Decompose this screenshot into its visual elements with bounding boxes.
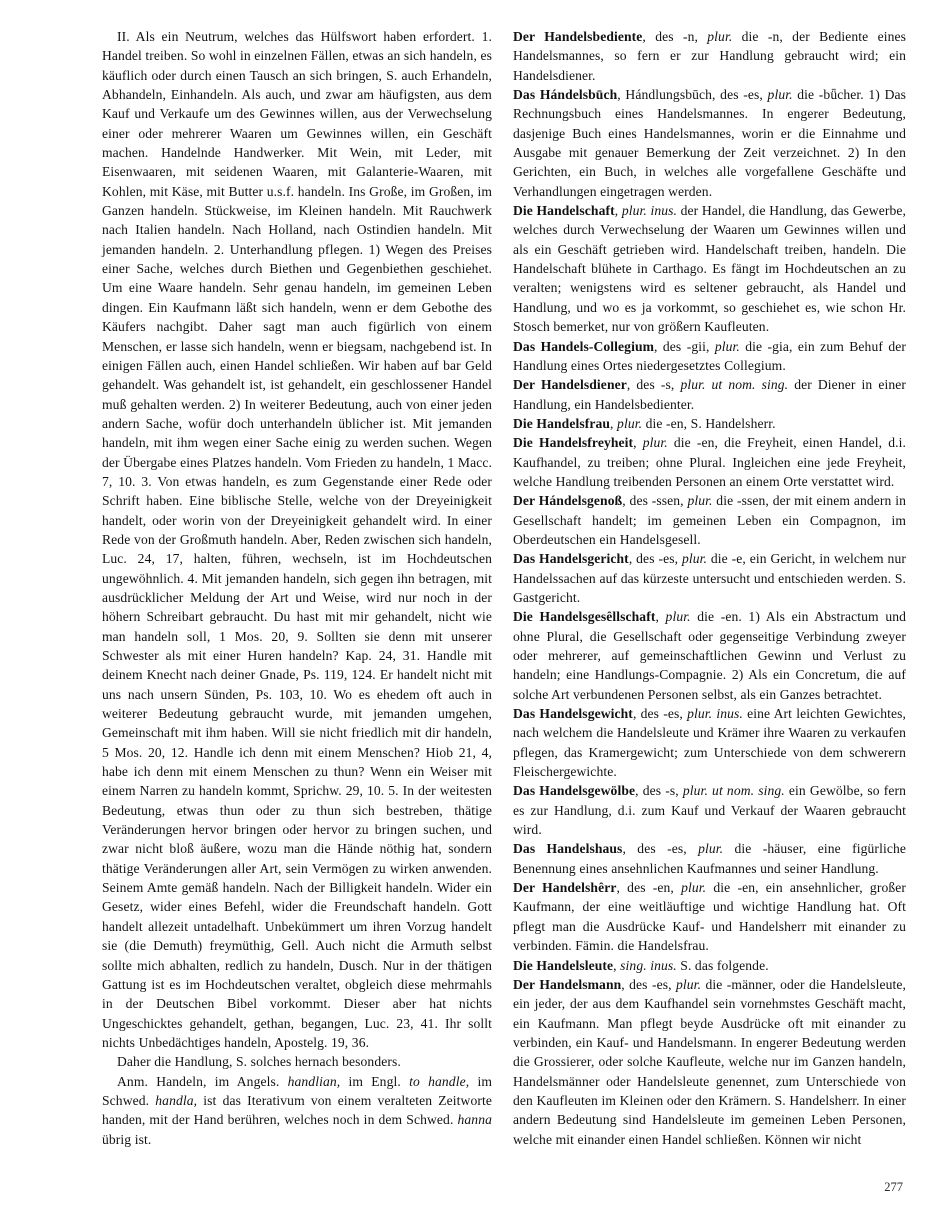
- dictionary-entry: [513, 975, 906, 1149]
- paragraph: [102, 1052, 492, 1071]
- text-run: , des -n,: [642, 29, 708, 44]
- text-run: ist das Iterativum von einem veralteten Zeitworte handen, mit der Hand berühren, welches noch in dem Schwed.: [102, 1092, 493, 1128]
- text-run: plur.: [767, 87, 793, 103]
- text-run: , des -es,: [622, 841, 699, 857]
- headword: Die Handelsfrau: [513, 415, 611, 431]
- headword: Die Handelsleute: [513, 957, 614, 973]
- text-run: plur. ut nom. sing.: [682, 783, 785, 799]
- text-run: im Schwed.: [102, 1073, 492, 1108]
- text-run: die -en, ein ansehnlicher, großer Kaufmann, der eine weitläuftige und wichtige Handlung hat. Oft pflegt man die Ausdrücke Kauf- und Handelsherr mit einander zu verbinden. Fämin. die Handelsfrau.: [513, 880, 907, 954]
- headword: Das Hándelsbūch: [513, 87, 618, 103]
- text-run: plur.: [687, 493, 713, 509]
- text-run: handlian,: [287, 1073, 341, 1089]
- text-run: ,: [633, 435, 643, 451]
- text-run: plur.: [617, 415, 643, 431]
- text-run: II. Als ein Neutrum, welches das Hülfswort haben erfordert. 1. Handel treiben. So wohl in einzelnen Fällen, etwas an sich handeln, es käuflich oder durch einen Tausch an sich bringen, S. auch Erhandeln, Abhandeln, Einhandeln. Als auch, und zwar am häufigsten, aus dem Kauf und Verkaufe um des Gewinnes willen, aus der Verwechselung einer oder mehrerer Waaren um Gewinnes willen, ein Geschäft machen. Handelnde Handwerker. Mit Wein, mit Leder, mit Eisenwaaren, mit seidenen Waaren, mit Galanterie-Waaren, mit Kohlen, mit Käse, mit Butter u.s.f. handeln. Ins Große, im Großen, im Ganzen handeln. Stückweise, im Kleinen handeln. Mit Rauchwerk nach Italien handeln. Nach Holland, nach Ostindien handeln. Mit jemanden handeln. 2. Unterhandlung pflegen. 1) Wegen des Preises einer Sache, welches durch Biethen und Gegenbiethen geschiehet. Um eine Waare handeln. Sehr genau handeln, im gemeinen Leben dingen. Ein Kaufmann läßt sich handeln, wenn er dem Gebothe des Käufers nachgibt. Daher sagt man auch figürlich von einem Menschen, er lasse sich handeln, wenn er biegsam, nachgebend ist. In einigen Fällen auch, einen Handel schließen. Wir haben auf bar Geld gehandelt. Was gehandelt ist, ist gehandelt, ein geschlossener Handel muß gehalten werden. 2) In weiterer Bedeutung, auch von einer jeden andern Sache, wofür doch unterhandeln üblicher ist. Mit jemanden handeln, mit ihm wegen einer Sache einig zu werden suchen. Wegen der Übergabe eines Platzes handeln. Vom Frieden zu handeln, 1 Macc. 7, 10. 3. Von etwas handeln, es zum Gegenstande einer Rede oder Schrift haben. Eine biblische Stelle, welche von der Dreyeinigkeit handelt, oder worin von der Dreyeinigkeit gehandelt wird. In einer Rede von der Großmuth handeln. Aber, Reden zwischen sich handeln, Luc. 24, 17, halten, führen, wechseln, ist im Hochdeutschen ungewöhnlich. 4. Mit jemanden handeln, sich gegen ihn betragen, mit ausdrücklicher Meldung der Art und Weise, wird nur noch in der höhern Schreibart gebraucht. Du hast mit mir gehandelt, nicht wie man handeln soll, 1 Mos. 20, 9. Sollten sie denn mit unserer Schwester als mit einer Huren handeln? Kap. 24, 31. Handle mit deinem Knecht nach deiner Gnade, Ps. 119, 124. Er handelt nicht mit uns nach unsern Sünden, Ps. 103, 10. Wo es ehedem oft auch in weiterer Bedeutung gebraucht wurde, mit jemanden umgehen, Gemeinschaft mit ihm haben. Will sie nicht friedlich mit dir handeln, 5 Mos. 20, 12. Handle ich denn mit einem Menschen? Hiob 21, 4, habe ich denn mit einem Menschen zu thun? Wenn ein Weiser mit einem Narren zu handeln kommt, Sprichw. 29, 10. 5. In der weitesten Bedeutung, etwas thun oder zu thun sich bestreben, thätige Veränderungen hervor bringen oder hervor zu bringen suchen, und zwar nicht bloß äußere, wozu man die Hände nöthig hat, sondern thätige Veränderungen aller Art, sein Vermögen zu wirken anwenden. Seinem Amte gemäß handeln. Nach der Billigkeit handeln. Wider ein Gesetz, wider eines Befehl, wider die Freundschaft handeln. Gott handelt allezeit untadelhaft. Unbekümmert um ihren Vorzug handelt sie (die Demuth) freymüthig, Gell. Auch nicht die Armuth selbst sollte mich abhalten, redlich zu handeln, Dusch. Nur in der thätigen Gattung ist es im Hochdeutschen veraltet, obgleich diese mehrmahls in der Deutschen Bibel vorkommt. Dieser aber hat nichts Ungeschicktes gehandelt, gethan, begangen, Luc. 23, 41. Ihr sollt nichts Unbedächtiges handeln, Apostelg. 19, 36.: [102, 29, 492, 1050]
- dictionary-entry: [513, 375, 906, 414]
- text-run: die -ssen, der mit einem andern in Gesellschaft handelt; im gemeinen Leben ein Compagnon, im Oberdeutschen ein Handelsgesell.: [513, 493, 906, 547]
- text-run: ,: [655, 609, 666, 625]
- text-run: der Handel, die Handlung, das Gewerbe, welches durch Verwechselung der Waaren um Gewinnes willen und als ein Geschäft getrieben wird. Handelschaft treiben, handeln. Die Handelschaft blühete in Carthago. Es fängt im Hochdeutschen an zu veralten; wenigstens wird es seltener gebraucht, als Handel und Handlung, und wo es ja vorkommt, so geschiehet es, wie schon Hr. Stosch bemerket, nur von größern Kaufleuten.: [513, 203, 907, 335]
- text-run: , des -gii,: [654, 338, 715, 354]
- text-run: eine Art leichten Gewichtes, nach welchem die Handelsleute und Krämer ihre Waaren zu verkaufen pflegen, das Kramergewicht; zum Unterschiede von dem schwerern Fleischergewichte.: [513, 706, 906, 780]
- dictionary-entry: [513, 414, 906, 433]
- text-run: ,: [610, 415, 618, 431]
- dictionary-entry: [513, 337, 906, 376]
- dictionary-entry: [513, 27, 906, 85]
- left-column: [102, 27, 492, 1149]
- text-run: , des -s,: [626, 377, 681, 393]
- text-run: plur.: [665, 609, 691, 625]
- text-run: die -männer, oder die Handelsleute, ein jeder, der aus dem Kaufhandel sein vornehmstes Geschäft macht, ein Kaufmann. Man pflegt beyde Ausdrücke oft mit einander zu verbinden, ein Kauf- und Handelsmann. In engerer Bedeutung werden die Grossierer, oder solche Kaufleute, welche nur im Ganzen handeln, Handelsmänner oder Handelsleute genennet, zum Unterschiede von den Kaufleuten im Kleinen oder den Krämern. S. Handelsherr. In einer andern Bedeutung sind Handelsleute im gemeinen Leben Personen, welche mit einander einen Handel schließen. Können wir nicht: [513, 976, 906, 1147]
- text-run: plur. ut nom. sing.: [680, 377, 789, 393]
- text-run: , des -es,: [628, 551, 682, 567]
- text-run: , des -es,: [632, 706, 688, 722]
- text-run: , Hándlungsbūch, des -es,: [617, 87, 768, 103]
- text-run: übrig ist.: [102, 1131, 152, 1147]
- text-run: , des -en,: [616, 880, 682, 896]
- text-run: ein Gewölbe, so fern es zur Handlung, d.i. zum Kauf und Verkauf der Waaren gebraucht wird.: [513, 783, 906, 838]
- dictionary-entry: [513, 85, 906, 201]
- dictionary-entry: [513, 491, 906, 549]
- headword: Der Hándelsgenoß: [513, 493, 623, 509]
- headword: Das Handelsgewölbe: [513, 783, 636, 799]
- headword: Das Handels-Collegium: [513, 338, 655, 354]
- text-run: die -en, die Freyheit, einen Handel, d.i. Kaufhandel, zu treiben; ohne Plural. Ingleichen eine jede Freyheit, welche Handlung treibenden Personen an einem Orte verstattet wird.: [513, 435, 907, 489]
- dictionary-entry: [513, 956, 906, 975]
- dictionary-entry: [513, 781, 906, 839]
- text-run: , des -es,: [621, 976, 677, 992]
- text-run: Anm. Handeln, im Angels.: [117, 1073, 288, 1089]
- paragraph: [102, 1072, 492, 1149]
- text-run: die -e, ein Gericht, in welchem nur Handelssachen auf das kürzeste untersucht und entschieden werden. S. Gastgericht.: [513, 551, 906, 605]
- dictionary-entry: [513, 549, 906, 607]
- text-run: plur. inus.: [621, 203, 678, 219]
- text-run: die -häuser, eine figürliche Benennung eines ansehnlichen Kaufmannes und seiner Handlung.: [513, 841, 906, 876]
- text-run: plur.: [681, 551, 708, 567]
- text-run: plur.: [681, 880, 707, 896]
- text-run: S. das folgende.: [676, 957, 769, 973]
- headword: Die Handelschaft: [513, 203, 615, 219]
- text-run: der Diener in einer Handlung, ein Handelsbedienter.: [513, 377, 906, 412]
- headword: Die Handelsfreyheit: [513, 435, 634, 451]
- headword: Das Handelsgewicht: [513, 706, 633, 722]
- headword: Der Handelsbediente: [513, 29, 643, 44]
- text-run: im Engl.: [340, 1073, 410, 1089]
- text-run: handla,: [155, 1092, 198, 1108]
- headword: Der Handelsdiener: [513, 377, 627, 393]
- headword: Der Handelshêrr: [513, 880, 617, 896]
- dictionary-entry: [513, 607, 906, 704]
- text-run: die -en, S. Handelsherr.: [642, 415, 776, 431]
- page-number: 277: [884, 1180, 903, 1194]
- text-run: hanna: [457, 1112, 492, 1128]
- text-run: Daher die Handlung, S. solches hernach besonders.: [117, 1054, 401, 1070]
- paragraph: [102, 27, 492, 1052]
- text-run: plur.: [714, 338, 740, 354]
- text-run: plur. inus.: [687, 706, 743, 722]
- headword: Der Handelsmann: [513, 976, 622, 992]
- text-run: , des -ssen,: [622, 493, 688, 509]
- text-run: die -en. 1) Als ein Abstractum und ohne Plural, die Gesellschaft oder gegenseitige Verbindung zweyer oder mehrerer, auf gemeinschaftlichen Gewinn und Verlust zu handeln; eine Handlungs-Compagnie. 2) Als ein Concretum, die auf solche Art verbundenen Personen selbst, als ein Ganzes betrachtet.: [513, 609, 907, 702]
- headword: Die Handelsgesêllschaft: [513, 609, 656, 625]
- headword: Das Handelsgericht: [513, 551, 629, 567]
- text-run: die -gia, ein zum Behuf der Handlung eines Ortes niedergesetztes Collegium.: [513, 338, 906, 373]
- text-run: ,: [613, 957, 621, 973]
- text-run: , des -s,: [635, 783, 683, 799]
- dictionary-entry: [513, 433, 906, 491]
- dictionary-entry: [513, 839, 906, 878]
- text-run: plur.: [707, 29, 733, 44]
- dictionary-entry: [513, 201, 906, 336]
- text-run: die -bǖcher. 1) Das Rechnungsbuch eines Handelsmannes. In engerer Bedeutung, dasjenige Buch eines Handelsmannes, worin er die Einnahme und Ausgabe mit genauer Bemerkung der Zeit verzeichnet. 2) In den Gerichten, ein Buch, in welches alle vorgefallene Geschäfte und Verhandlungen eingetragen werden.: [513, 87, 907, 199]
- dictionary-entry: [513, 878, 906, 955]
- dictionary-entry: [513, 704, 906, 781]
- text-run: plur.: [642, 435, 668, 451]
- text-run: ,: [614, 203, 622, 219]
- right-column: [513, 27, 906, 1149]
- text-run: plur.: [676, 976, 702, 992]
- text-run: die -n, der Bediente eines Handelsmannes, so fern er zur Handlung gebraucht wird; ein Handelsdiener.: [513, 29, 906, 83]
- text-run: sing. inus.: [620, 957, 677, 973]
- text-run: plur.: [698, 841, 724, 857]
- text-run: to handle,: [409, 1073, 470, 1089]
- headword: Das Handelshaus: [513, 841, 623, 857]
- two-column-text-block: [102, 27, 906, 1149]
